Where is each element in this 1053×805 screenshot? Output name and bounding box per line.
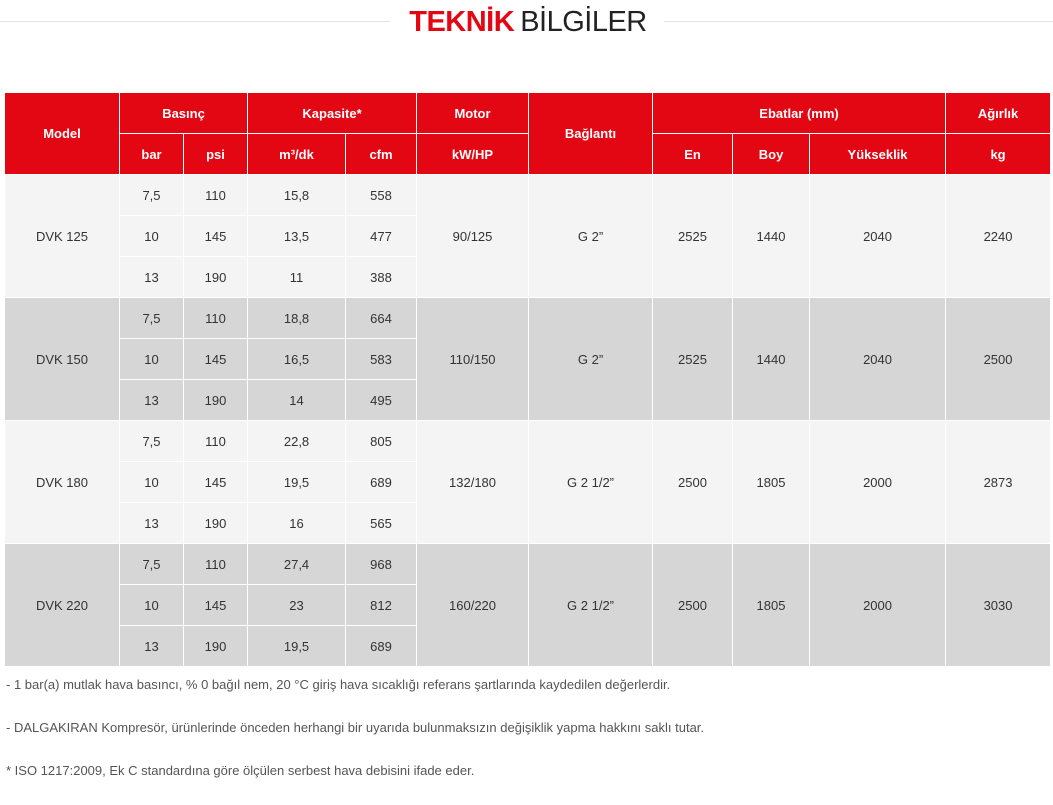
footnote-reference-conditions: - 1 bar(a) mutlak hava basıncı, % 0 bağıl nem, 20 °C giriş hava sıcaklığı referans şartlarında kaydedilen değerlerdir. [6, 677, 671, 692]
cell-length: 1440 [733, 298, 810, 421]
cell-width: 2525 [653, 175, 733, 298]
table-row [5, 421, 1051, 462]
table-header [5, 93, 1051, 175]
cell-psi: 190 [184, 626, 248, 667]
model-group-dvk-220 [5, 544, 1051, 667]
cell-height: 2040 [810, 175, 946, 298]
cell-width: 2525 [653, 298, 733, 421]
cell-cfm: 477 [346, 216, 417, 257]
cell-m3dk: 23 [248, 585, 346, 626]
cell-cfm: 495 [346, 380, 417, 421]
header-motor: Motor [417, 93, 529, 134]
cell-motor: 90/125 [417, 175, 529, 298]
cell-m3dk: 14 [248, 380, 346, 421]
header-unit-m3dk: m³/dk [248, 134, 346, 175]
header-width: En [653, 134, 733, 175]
cell-psi: 145 [184, 585, 248, 626]
header-unit-cfm: cfm [346, 134, 417, 175]
table-row [5, 544, 1051, 585]
cell-psi: 190 [184, 503, 248, 544]
cell-m3dk: 16,5 [248, 339, 346, 380]
cell-m3dk: 19,5 [248, 626, 346, 667]
table-row [5, 175, 1051, 216]
model-group-dvk-125 [5, 175, 1051, 298]
cell-model: DVK 180 [5, 421, 120, 544]
cell-connection: G 2 1/2” [529, 544, 653, 667]
cell-psi: 145 [184, 339, 248, 380]
cell-length: 1440 [733, 175, 810, 298]
header-row-units [5, 134, 1051, 175]
cell-bar: 10 [120, 339, 184, 380]
header-weight: Ağırlık [946, 93, 1051, 134]
cell-bar: 7,5 [120, 421, 184, 462]
header-unit-bar: bar [120, 134, 184, 175]
cell-cfm: 805 [346, 421, 417, 462]
cell-width: 2500 [653, 544, 733, 667]
cell-m3dk: 22,8 [248, 421, 346, 462]
cell-psi: 190 [184, 257, 248, 298]
cell-psi: 145 [184, 216, 248, 257]
cell-cfm: 689 [346, 462, 417, 503]
cell-height: 2000 [810, 421, 946, 544]
title-divider-right [664, 21, 1053, 22]
header-model: Model [5, 93, 120, 175]
cell-bar: 10 [120, 585, 184, 626]
cell-height: 2040 [810, 298, 946, 421]
header-height: Yükseklik [810, 134, 946, 175]
cell-psi: 110 [184, 544, 248, 585]
cell-cfm: 388 [346, 257, 417, 298]
header-capacity: Kapasite* [248, 93, 417, 134]
page-title [400, 2, 656, 42]
cell-m3dk: 18,8 [248, 298, 346, 339]
cell-model: DVK 125 [5, 175, 120, 298]
cell-bar: 13 [120, 257, 184, 298]
cell-cfm: 664 [346, 298, 417, 339]
cell-motor: 160/220 [417, 544, 529, 667]
header-unit-kwhp: kW/HP [417, 134, 529, 175]
cell-m3dk: 13,5 [248, 216, 346, 257]
header-dimensions: Ebatlar (mm) [653, 93, 946, 134]
header-unit-kg: kg [946, 134, 1051, 175]
cell-bar: 10 [120, 216, 184, 257]
cell-width: 2500 [653, 421, 733, 544]
cell-length: 1805 [733, 544, 810, 667]
cell-length: 1805 [733, 421, 810, 544]
cell-weight: 2500 [946, 298, 1051, 421]
cell-cfm: 565 [346, 503, 417, 544]
header-row-main [5, 93, 1051, 134]
cell-cfm: 689 [346, 626, 417, 667]
technical-specs-table [4, 92, 1051, 667]
cell-m3dk: 11 [248, 257, 346, 298]
section-title-bar [0, 0, 1053, 46]
cell-bar: 7,5 [120, 544, 184, 585]
model-group-dvk-180 [5, 421, 1051, 544]
cell-bar: 7,5 [120, 175, 184, 216]
header-length: Boy [733, 134, 810, 175]
cell-model: DVK 220 [5, 544, 120, 667]
title-divider-left [0, 21, 390, 22]
cell-bar: 13 [120, 380, 184, 421]
cell-connection: G 2” [529, 175, 653, 298]
table-row [5, 298, 1051, 339]
header-unit-psi: psi [184, 134, 248, 175]
cell-weight: 2873 [946, 421, 1051, 544]
cell-bar: 7,5 [120, 298, 184, 339]
cell-motor: 110/150 [417, 298, 529, 421]
cell-bar: 13 [120, 626, 184, 667]
cell-cfm: 558 [346, 175, 417, 216]
cell-psi: 110 [184, 298, 248, 339]
cell-weight: 3030 [946, 544, 1051, 667]
cell-psi: 110 [184, 421, 248, 462]
cell-motor: 132/180 [417, 421, 529, 544]
cell-m3dk: 19,5 [248, 462, 346, 503]
cell-model: DVK 150 [5, 298, 120, 421]
model-group-dvk-150 [5, 298, 1051, 421]
cell-connection: G 2” [529, 298, 653, 421]
page-title-bold: TEKNİK [409, 6, 515, 38]
cell-m3dk: 15,8 [248, 175, 346, 216]
cell-m3dk: 27,4 [248, 544, 346, 585]
page-title-regular: BİLGİLER [520, 6, 647, 38]
footnote-iso-standard: * ISO 1217:2009, Ek C standardına göre ölçülen serbest hava debisini ifade eder. [6, 763, 475, 778]
footnotes [6, 676, 1046, 805]
cell-weight: 2240 [946, 175, 1051, 298]
footnote-change-rights: - DALGAKIRAN Kompresör, ürünlerinde önceden herhangi bir uyarıda bulunmaksızın değişiklik yapma hakkını saklı tutar. [6, 720, 705, 735]
cell-psi: 110 [184, 175, 248, 216]
header-pressure: Basınç [120, 93, 248, 134]
cell-cfm: 583 [346, 339, 417, 380]
cell-bar: 13 [120, 503, 184, 544]
cell-psi: 190 [184, 380, 248, 421]
cell-cfm: 812 [346, 585, 417, 626]
header-connection: Bağlantı [529, 93, 653, 175]
cell-bar: 10 [120, 462, 184, 503]
cell-psi: 145 [184, 462, 248, 503]
cell-cfm: 968 [346, 544, 417, 585]
cell-connection: G 2 1/2” [529, 421, 653, 544]
cell-m3dk: 16 [248, 503, 346, 544]
cell-height: 2000 [810, 544, 946, 667]
